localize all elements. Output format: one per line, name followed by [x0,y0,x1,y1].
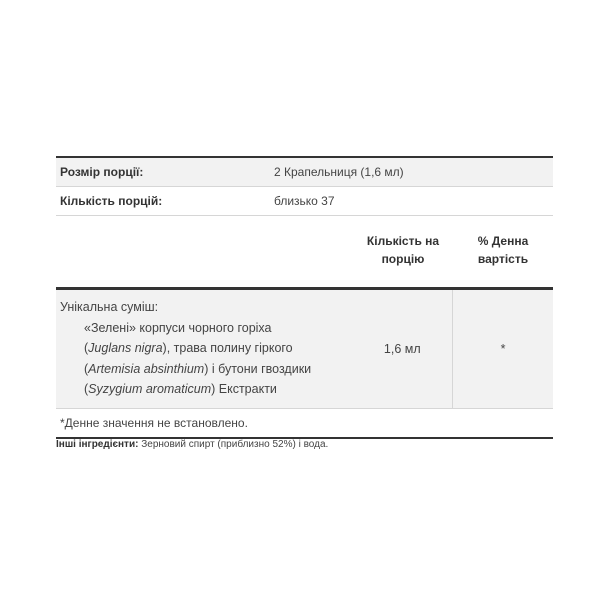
serving-size-label: Розмір порції: [60,165,144,179]
blend-description [56,290,352,408]
other-ingredients-text: Зерновий спирт (приблизно 52%) і вода. [138,439,329,450]
other-ingredients-label: Інші інгредієнти: [56,439,139,450]
amount-per-serving-header: Кількість на порцію [366,234,440,266]
blend-line-4: (Syzygium aromaticum) Екстракти [84,382,277,396]
blend-daily-value: * [452,290,553,408]
daily-value-footnote: *Денне значення не встановлено. [60,415,248,430]
servings-value: близько 37 [274,194,335,208]
other-ingredients [56,439,328,450]
servings-per-container-row [56,187,553,216]
blend-amount: 1,6 мл [383,341,421,356]
blend-line-1: «Зелені» корпуси чорного горіха [84,320,272,335]
blend-title: Унікальна суміш: [60,300,159,314]
servings-label: Кількість порцій: [60,194,163,208]
serving-size-row [56,158,553,187]
supplement-facts-panel [56,156,553,439]
serving-size-value: 2 Крапельниця (1,6 мл) [274,165,404,179]
blend-line-3: (Artemisia absinthium) і бутони гвоздики [84,361,312,376]
proprietary-blend-row [56,290,553,409]
daily-value-header: % Денна вартість [477,234,529,266]
blend-line-2: (Juglans nigra), трава полину гіркого [84,341,293,355]
column-headers [56,232,553,281]
